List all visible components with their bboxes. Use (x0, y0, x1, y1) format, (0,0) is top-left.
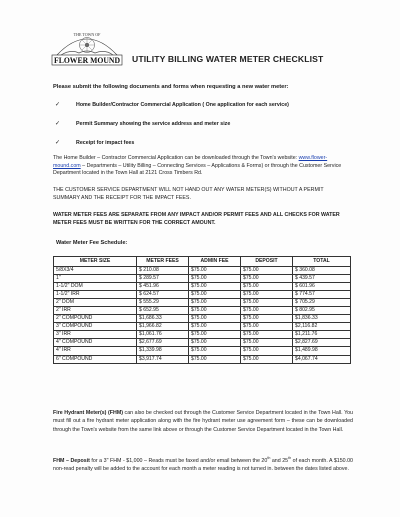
table-row (54, 355, 351, 363)
table-cell-size: 2" COMPOUND (54, 315, 137, 323)
table-cell-deposit: $75.00 (241, 282, 293, 290)
table-cell-total: $1,211.76 (293, 331, 351, 339)
table-cell-deposit: $75.00 (241, 274, 293, 282)
table-header-row (54, 257, 351, 267)
table-cell-total: $ 774.57 (293, 290, 351, 298)
table-cell-meter-fee: $ 451.96 (137, 282, 189, 290)
fee-schedule-title: Water Meter Fee Schedule: (56, 240, 128, 246)
table-cell-size: 5/8X3/4 (54, 266, 137, 274)
download-path-text: – Departments – Utility Billing – Connecting Services – Applications & Forms) or through the Customer Service Department located in the Town Hall at 2121 Cross Timbers Rd. (53, 162, 342, 177)
table-cell-size: 4" IRR (54, 347, 137, 355)
table-cell-total: $4,067.74 (293, 355, 351, 363)
table-cell-total: $ 802.95 (293, 306, 351, 314)
table-cell-meter-fee: $ 555.29 (137, 298, 189, 306)
column-header: DEPOSIT (241, 257, 293, 267)
table-cell-size: 4" COMPOUND (54, 339, 137, 347)
table-cell-deposit: $75.00 (241, 306, 293, 314)
logo-arc-text: THE TOWN OF (73, 32, 101, 37)
separate-checks-notice: WATER METER FEES ARE SEPARATE FROM ANY IMPACT AND/OR PERMIT FEES AND ALL CHECKS FOR WATER METER FEES MUST BE WRITTEN FOR THE CORRECT AMOUNT. (53, 212, 340, 226)
download-instructions (53, 155, 353, 178)
column-header: METER SIZE (54, 257, 137, 267)
flower-mound-logo-icon (49, 25, 125, 67)
checklist-item-text: Receipt for impact fees (76, 140, 135, 146)
table-cell-meter-fee: $2,677.69 (137, 339, 189, 347)
table-cell-size: 1" (54, 274, 137, 282)
checklist-item (55, 101, 289, 108)
table-cell-admin-fee: $75.00 (189, 323, 241, 331)
table-cell-meter-fee: $1,966.82 (137, 323, 189, 331)
table-cell-total: $ 705.29 (293, 298, 351, 306)
table-cell-meter-fee: $ 624.57 (137, 290, 189, 298)
table-cell-deposit: $75.00 (241, 266, 293, 274)
intro-text: Please submit the following documents and forms when requesting a new water meter: (53, 84, 289, 90)
town-website-link[interactable]: www.flower-mound.com (53, 155, 328, 169)
table-cell-deposit: $75.00 (241, 290, 293, 298)
table-row (54, 306, 351, 314)
table-cell-total: $2,116.82 (293, 323, 351, 331)
ordinal-suffix: th (288, 456, 292, 461)
table-cell-size: 2" IRR (54, 306, 137, 314)
table-cell-deposit: $75.00 (241, 323, 293, 331)
fhm-deposit-text: and 25 (270, 458, 289, 464)
table-cell-size: 6" COMPOUND (54, 355, 137, 363)
table-cell-total: $ 360.08 (293, 266, 351, 274)
table-cell-admin-fee: $75.00 (189, 315, 241, 323)
fire-hydrant-lead: Fire Hydrant Meter(s) (FHM) (53, 410, 123, 416)
table-row (54, 266, 351, 274)
table-cell-size: 3" IRR (54, 331, 137, 339)
table-cell-meter-fee: $ 289.57 (137, 274, 189, 282)
column-header: ADMIN FEE (189, 257, 241, 267)
table-cell-admin-fee: $75.00 (189, 290, 241, 298)
checkmark-icon: ✓ (55, 102, 61, 108)
table-cell-meter-fee: $1,339.98 (137, 347, 189, 355)
table-row (54, 331, 351, 339)
table-row (54, 315, 351, 323)
table-cell-deposit: $75.00 (241, 315, 293, 323)
column-header: METER FEES (137, 257, 189, 267)
table-cell-admin-fee: $75.00 (189, 331, 241, 339)
table-cell-deposit: $75.00 (241, 339, 293, 347)
checkmark-icon: ✓ (55, 121, 61, 127)
table-row (54, 339, 351, 347)
table-cell-total: $ 439.57 (293, 274, 351, 282)
no-meter-notice: THE CUSTOMER SERVICE DEPARTMENT WILL NOT HAND OUT ANY WATER METER(S) WITHOUT A PERMIT SUMMARY AND THE RECEIPT FOR THE IMPACT FEES. (53, 187, 324, 201)
checkmark-icon: ✓ (55, 140, 61, 146)
table-cell-deposit: $75.00 (241, 347, 293, 355)
fire-hydrant-paragraph (53, 409, 353, 434)
download-text: The Home Builder – Contractor Commercial Application can be downloaded through the Town's website: (53, 155, 298, 161)
table-cell-admin-fee: $75.00 (189, 298, 241, 306)
column-header: TOTAL (293, 257, 351, 267)
table-row (54, 323, 351, 331)
fee-schedule-table (53, 256, 351, 364)
table-cell-meter-fee: $1,686.33 (137, 315, 189, 323)
table-cell-deposit: $75.00 (241, 331, 293, 339)
checklist-item (55, 139, 134, 146)
table-cell-deposit: $75.00 (241, 355, 293, 363)
checklist-item (55, 120, 230, 127)
checklist-item-text: Home Builder/Contractor Commercial Application ( One application for each service) (76, 102, 289, 108)
table-row (54, 274, 351, 282)
table-row (54, 298, 351, 306)
table-cell-size: 3" COMPOUND (54, 323, 137, 331)
table-cell-meter-fee: $3,917.74 (137, 355, 189, 363)
table-row (54, 282, 351, 290)
table-cell-total: $ 601.96 (293, 282, 351, 290)
fee-table-body (54, 266, 351, 363)
checklist-item-text: Permit Summary showing the service address and meter size (76, 121, 231, 127)
table-cell-meter-fee: $ 652.95 (137, 306, 189, 314)
table-cell-meter-fee: $ 210.08 (137, 266, 189, 274)
table-cell-admin-fee: $75.00 (189, 282, 241, 290)
table-cell-admin-fee: $75.00 (189, 347, 241, 355)
table-row (54, 347, 351, 355)
table-cell-size: 2" DOM (54, 298, 137, 306)
town-logo (49, 25, 125, 67)
table-cell-admin-fee: $75.00 (189, 306, 241, 314)
table-row (54, 290, 351, 298)
document-title: UTILITY BILLING WATER METER CHECKLIST (132, 54, 324, 64)
table-cell-total: $1,836.33 (293, 315, 351, 323)
logo-text: FLOWER MOUND (54, 56, 121, 65)
fhm-deposit-paragraph (53, 457, 353, 474)
fire-hydrant-body: can also be checked out through the Customer Service Department located in the Town Hall. You must fill out a fire hydrant meter application along with the fire hydrant meter use agreement form – these can be downloaded through the Town's website from the same link above or through the Customer Service Department located in the Town Hall. (53, 410, 354, 433)
table-cell-admin-fee: $75.00 (189, 266, 241, 274)
table-cell-total: $2,827.69 (293, 339, 351, 347)
table-cell-deposit: $75.00 (241, 298, 293, 306)
fhm-deposit-lead: FHM – Deposit (53, 458, 90, 464)
table-cell-size: 1-1/2" IRR (54, 290, 137, 298)
table-cell-admin-fee: $75.00 (189, 355, 241, 363)
fhm-deposit-text: of each month. A $150.00 non-read penalty will be added to the account for each month a meter reading is not turned in. between the dates listed above. (53, 458, 353, 473)
table-cell-admin-fee: $75.00 (189, 274, 241, 282)
table-cell-size: 1-1/2" DOM (54, 282, 137, 290)
ordinal-suffix: th (267, 456, 271, 461)
table-cell-admin-fee: $75.00 (189, 339, 241, 347)
table-cell-total: $1,489.98 (293, 347, 351, 355)
table-cell-meter-fee: $1,061.76 (137, 331, 189, 339)
fhm-deposit-text: for a 3" FHM - $1,000 – Reads must be faxed and/or email between the 20 (89, 458, 268, 464)
